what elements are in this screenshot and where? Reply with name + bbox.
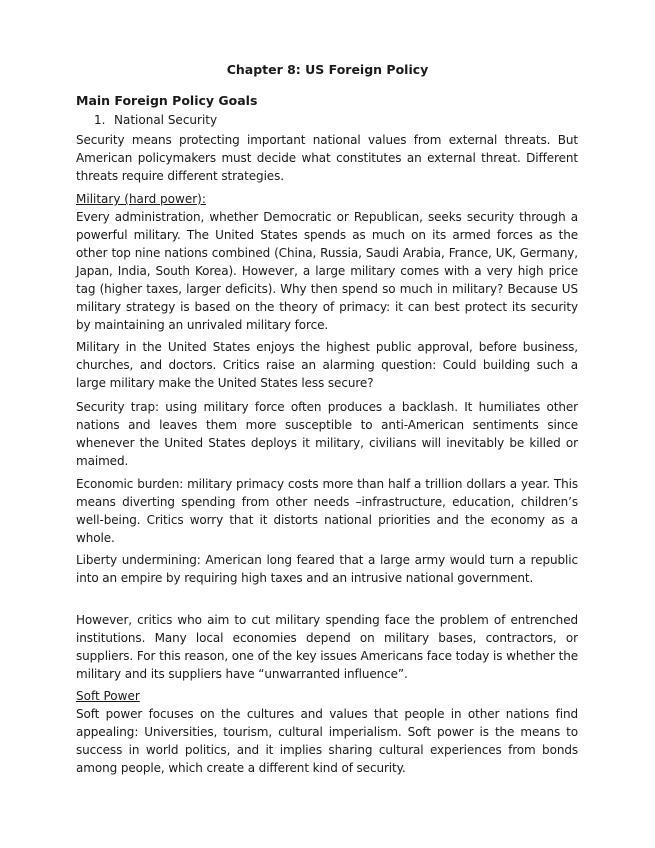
military-paragraph-2-block — [76, 338, 578, 392]
soft-power-paragraph-block — [76, 705, 578, 777]
military-paragraph-2: Military in the United States enjoys the highest public approval, before business, churches, and doctors. Critics raise an alarming question: Could building such a large military make the United States less secure? — [76, 340, 578, 390]
section-heading: Main Foreign Policy Goals — [76, 93, 258, 108]
list-number: 1. — [94, 113, 106, 127]
soft-power-paragraph: Soft power focuses on the cultures and values that people in other nations find appealing: Universities, tourism, cultural imperialism. Soft power is the means to success in world politics, and it implies sharing cultural experiences from bonds among people, which create a different kind of security. — [76, 707, 578, 775]
security-paragraph: Security means protecting important national values from external threats. But American policymakers must decide what constitutes an external threat. Different threats require different strategies. — [76, 133, 578, 183]
military-paragraph-1: Every administration, whether Democratic or Republican, seeks security through a powerful military. The United States spends as much on its armed forces as the other top nine nations combined (China, Russia, Saudi Arabia, France, UK, Germany, Japan, India, South Korea). However, a large military comes with a very high price tag (higher taxes, larger deficits). Why then spend so much in military? Because US military strategy is based on the theory of primacy: it can best protect its security by maintaining an unrivaled military force. — [76, 210, 578, 332]
economic-burden-paragraph: Economic burden: military primacy costs more than half a trillion dollars a year. This means diverting spending from other needs –infrastructure, education, children’s well-being. Critics worry that it distorts national priorities and the economy as a whole. — [76, 477, 578, 545]
military-heading: Military (hard power): — [76, 192, 206, 206]
liberty-block — [76, 551, 578, 587]
numbered-list-item — [94, 113, 217, 127]
military-heading-block — [76, 190, 578, 208]
security-trap-block — [76, 398, 578, 470]
list-item-label: National Security — [114, 113, 218, 127]
security-paragraph-block — [76, 131, 578, 185]
however-block — [76, 611, 578, 683]
chapter-title: Chapter 8: US Foreign Policy — [226, 62, 429, 77]
soft-power-heading-block — [76, 687, 578, 705]
liberty-paragraph: Liberty undermining: American long feared that a large army would turn a republic into an empire by requiring high taxes and an intrusive national government. — [76, 553, 578, 585]
economic-burden-block — [76, 475, 578, 547]
military-paragraph-1-block — [76, 208, 578, 334]
soft-power-heading: Soft Power — [76, 689, 140, 703]
security-trap-paragraph: Security trap: using military force often produces a backlash. It humiliates other nations and leaves them more susceptible to anti-American sentiments since whenever the United States deploys it military, civilians will inevitably be killed or maimed. — [76, 400, 578, 468]
however-paragraph: However, critics who aim to cut military spending face the problem of entrenched institutions. Many local economies depend on military bases, contractors, or suppliers. For this reason, one of the key issues Americans face today is whether the military and its suppliers have “unwarranted influence”. — [76, 613, 578, 681]
